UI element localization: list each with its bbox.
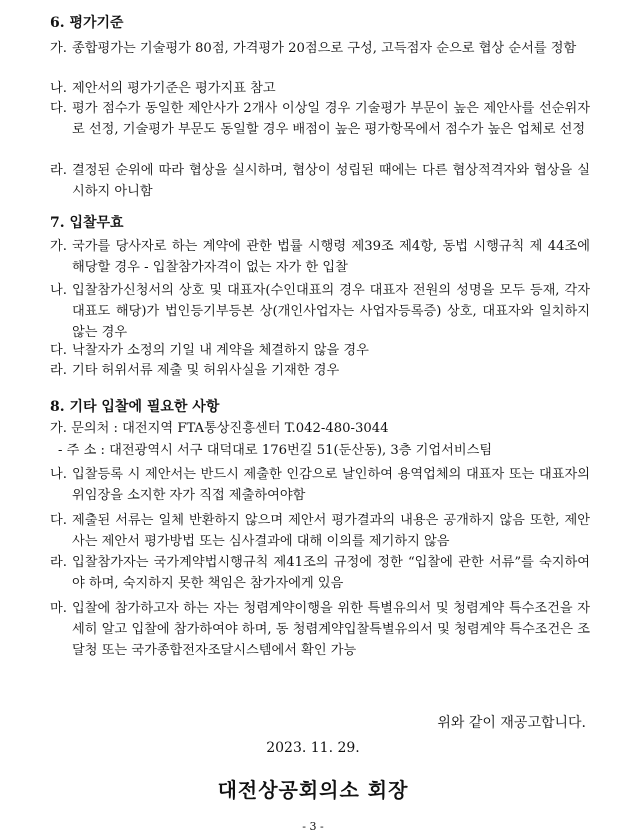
item-text: 제출된 서류는 일체 반환하지 않으며 제안서 평가결과의 내용은 공개하지 않음 또한, 제안사는 제안서 평가방법 또는 심사결과에 대해 이의를 제기하지 않음 bbox=[72, 513, 590, 549]
item-text: 입찰에 참가하고자 하는 자는 청렴계약이행을 위한 특별유의서 및 청렴계약 특수조건을 자세히 알고 입찰에 참가하여야 하며, 동 청렴계약입찰특별유의서 및 청렴계약 특수조건은 조달청 또는 국가종합전자조달시스템에서 확인 가능 bbox=[72, 601, 590, 658]
announcement-date: 2023. 11. 29. bbox=[266, 740, 360, 756]
item-text: 입찰참가자는 국가계약법시행규칙 제41조의 규정에 정한 “입찰에 관한 서류”를 숙지하여야 하며, 숙지하지 못한 책임은 참가자에게 있음 bbox=[72, 555, 590, 591]
item-text: 입찰등록 시 제안서는 반드시 제출한 인감으로 날인하여 용역업체의 대표자 또는 대표자의 위임장을 소지한 자가 직접 제출하여야함 bbox=[72, 467, 590, 503]
item-marker: 마. bbox=[50, 601, 67, 616]
item-marker: 라. bbox=[50, 163, 67, 178]
section-7-item-ga bbox=[50, 236, 590, 278]
section-6-item-ra bbox=[50, 160, 590, 202]
address-line: - 주 소 : 대전광역시 서구 대덕대로 176번길 51(둔산동), 3층 기업서비스팀 bbox=[58, 443, 493, 458]
item-marker: 라. bbox=[50, 555, 67, 570]
section-6-item-da bbox=[50, 98, 590, 140]
item-marker: 라. bbox=[50, 363, 67, 378]
section-8-item-na bbox=[50, 464, 590, 506]
item-marker: 다. bbox=[50, 513, 67, 528]
item-text: 낙찰자가 소정의 기일 내 계약을 체결하지 않을 경우 bbox=[72, 343, 369, 358]
item-marker: 가. bbox=[50, 239, 67, 254]
section-6-title: 6. 평가기준 bbox=[50, 15, 124, 31]
section-7-title: 7. 입찰무효 bbox=[50, 215, 124, 231]
section-7-item-na bbox=[50, 280, 590, 343]
reannouncement-notice: 위와 같이 재공고합니다. bbox=[437, 715, 586, 731]
item-marker: 다. bbox=[50, 343, 67, 358]
item-marker: 가. bbox=[50, 41, 67, 56]
item-marker: 나. bbox=[50, 283, 67, 298]
contact-line: 가. 문의처 : 대전지역 FTA통상진흥센터 T.042-480-3044 bbox=[50, 421, 389, 436]
section-7-item-ra bbox=[50, 360, 590, 381]
section-6-item-ga bbox=[50, 38, 590, 59]
item-text: 평가 점수가 동일한 제안사가 2개사 이상일 경우 기술평가 부문이 높은 제안사를 선순위자로 선정, 기술평가 부문도 동일할 경우 배점이 높은 평가항목에서 점수가 높은 업체로 선정 bbox=[72, 101, 590, 137]
item-marker: 나. bbox=[50, 467, 67, 482]
item-text: 종합평가는 기술평가 80점, 가격평가 20점으로 구성, 고득점자 순으로 협상 순서를 정함 bbox=[72, 41, 577, 56]
section-8-item-ma bbox=[50, 598, 590, 661]
item-marker: 다. bbox=[50, 101, 67, 116]
page-number: - 3 - bbox=[302, 820, 324, 833]
section-8-item-ra bbox=[50, 552, 590, 594]
section-6-item-na bbox=[50, 78, 590, 99]
item-text: 제안서의 평가기준은 평가지표 참고 bbox=[72, 81, 276, 96]
item-text: 입찰참가신청서의 상호 및 대표자(수인대표의 경우 대표자 전원의 성명을 모두 등재, 각자대표도 해당)가 법인등기부등본 상(개인사업자는 사업자등록증) 상호, 대표자와 일치하지 않는 경우 bbox=[72, 283, 590, 340]
item-text: 국가를 당사자로 하는 계약에 관한 법률 시행령 제39조 제4항, 동법 시행규칙 제 44조에 해당할 경우 - 입찰참가자격이 없는 자가 한 입찰 bbox=[72, 239, 590, 275]
section-8-item-da bbox=[50, 510, 590, 552]
section-8-title: 8. 기타 입찰에 필요한 사항 bbox=[50, 399, 220, 415]
signer-title: 대전상공회의소 회장 bbox=[217, 778, 409, 802]
item-marker: 나. bbox=[50, 81, 67, 96]
section-7-item-da bbox=[50, 340, 590, 361]
item-text: 기타 허위서류 제출 및 허위사실을 기재한 경우 bbox=[72, 363, 340, 378]
item-text: 결정된 순위에 따라 협상을 실시하며, 협상이 성립된 때에는 다른 협상적격자와 협상을 실시하지 아니함 bbox=[72, 163, 590, 199]
